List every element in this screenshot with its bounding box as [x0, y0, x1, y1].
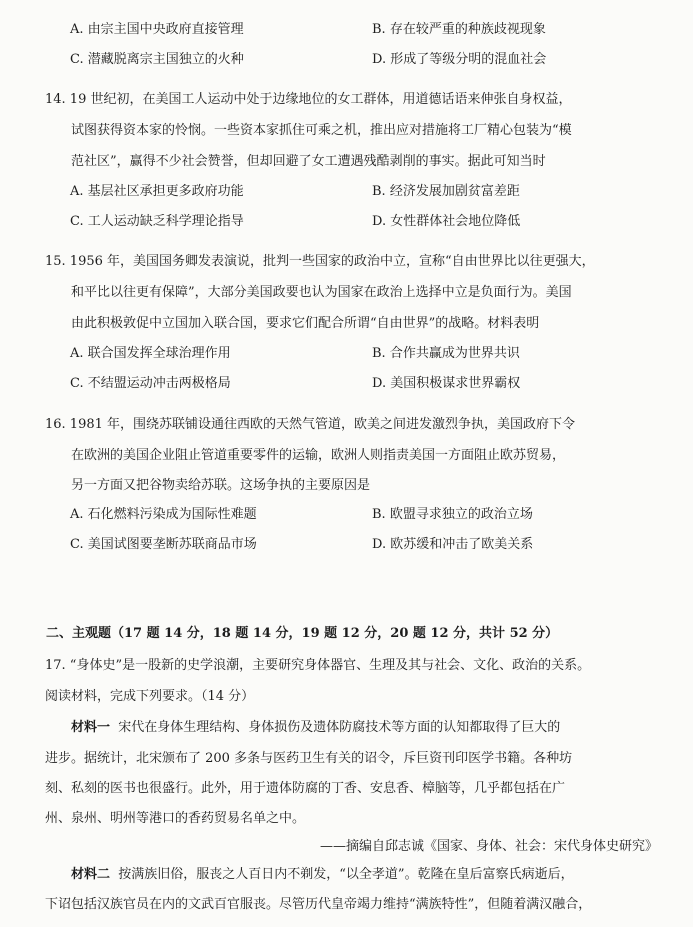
q16-stem-line-3: 另一方面又把谷物卖给苏联。这场争执的主要原因是 — [71, 478, 371, 493]
material-1-line-1 — [71, 716, 560, 735]
material-1-text-1: 宋代在身体生理结构、身体损伤及遗体防腐技术等方面的认知都取得了巨大的 — [118, 720, 561, 735]
q14-options-row-1 — [0, 180, 693, 199]
q16-option-d: D. 欧苏缓和冲击了欧美关系 — [372, 537, 534, 552]
material-1-line-3: 刻、私刻的医书也很盛行。此外，用于遗体防腐的丁香、安息香、樟脑等，几乎都包括在广 — [45, 781, 566, 796]
material-1-line-4: 州、泉州、明州等港口的香药贸易名单之中。 — [45, 811, 306, 826]
q16-option-a: A. 石化燃料污染成为国际性难题 — [70, 507, 257, 522]
material-2-label: 材料二 — [71, 867, 111, 882]
q15-stem-line-2: 和平比以往更有保障”，大部分美国政要也认为国家在政治上选择中立是负面行为。美国 — [71, 285, 572, 300]
material-2-line-1 — [71, 863, 574, 882]
q14-option-b: B. 经济发展加剧贫富差距 — [372, 184, 520, 199]
material-1-line-2: 进步。据统计，北宋颁布了 200 多条与医药卫生有关的诏令，斥巨资刊印医学书籍。各种坊 — [45, 751, 573, 766]
q13-option-d: D. 形成了等级分明的混血社会 — [372, 52, 547, 67]
material-2-text-1: 按满族旧俗，服丧之人百日内不剃发，“以全孝道”。乾隆在皇后富察氏病逝后， — [118, 867, 574, 882]
q14-stem-line-2: 试图获得资本家的怜悯。一些资本家抓住可乘之机，推出应对措施将工厂精心包装为“模 — [71, 123, 572, 138]
q13-option-a: A. 由宗主国中央政府直接管理 — [70, 22, 244, 37]
q13-options-row-2 — [0, 48, 693, 67]
q15-option-d: D. 美国积极谋求世界霸权 — [372, 376, 521, 391]
q16-options-row-1 — [0, 503, 693, 522]
q15-option-c: C. 不结盟运动冲击两极格局 — [70, 376, 231, 391]
material-2-line-2: 下诏包括汉族官员在内的文武百官服丧。尽管历代皇帝竭力维持“满族特性”，但随着满汉融合， — [45, 897, 592, 912]
q16-option-c: C. 美国试图要垄断苏联商品市场 — [70, 537, 257, 552]
q13-option-b: B. 存在较严重的种族歧视现象 — [372, 22, 546, 37]
material-1-source: ——摘编自邱志诚《国家、身体、社会：宋代身体史研究》 — [320, 839, 659, 854]
q15-stem-line-1: 15. 1956 年，美国国务卿发表演说，批判一些国家的政治中立，宣称“自由世界比以往更强大， — [45, 254, 595, 269]
q14-stem-line-3: 范社区”，赢得不少社会赞誉，但却回避了女工遭遇残酷剥削的事实。据此可知当时 — [71, 154, 546, 169]
q17-stem-line-2: 阅读材料，完成下列要求。（14 分） — [45, 689, 255, 704]
q14-option-a: A. 基层社区承担更多政府功能 — [70, 184, 244, 199]
q15-stem-line-3: 由此积极敦促中立国加入联合国，要求它们配合所谓“自由世界”的战略。材料表明 — [71, 316, 540, 331]
q16-stem-line-2: 在欧洲的美国企业阻止管道重要零件的运输，欧洲人则指责美国一方面阻止欧苏贸易， — [71, 448, 566, 463]
q15-option-a: A. 联合国发挥全球治理作用 — [70, 346, 231, 361]
q15-options-row-2 — [0, 372, 693, 391]
q13-options-row-1 — [0, 18, 693, 37]
q17-stem-line-1: 17. “身体史”是一股新的史学浪潮，主要研究身体器官、生理及其与社会、文化、政治的关系。 — [45, 658, 591, 673]
section-2-title: 二、主观题（17 题 14 分，18 题 14 分，19 题 12 分，20 题 12 分，共计 52 分） — [46, 626, 559, 641]
q16-option-b: B. 欧盟寻求独立的政治立场 — [372, 507, 533, 522]
q14-options-row-2 — [0, 210, 693, 229]
q14-option-d: D. 女性群体社会地位降低 — [372, 214, 521, 229]
q14-stem-line-1: 14. 19 世纪初，在美国工人运动中处于边缘地位的女工群体，用道德话语来伸张自身权益， — [45, 92, 572, 107]
q15-options-row-1 — [0, 342, 693, 361]
q16-options-row-2 — [0, 533, 693, 552]
q15-option-b: B. 合作共赢成为世界共识 — [372, 346, 520, 361]
material-1-label: 材料一 — [71, 720, 111, 735]
q13-option-c: C. 潜藏脱离宗主国独立的火种 — [70, 52, 244, 67]
q16-stem-line-1: 16. 1981 年，围绕苏联铺设通往西欧的天然气管道，欧美之间进发激烈争执，美国政府下令 — [45, 417, 576, 432]
q14-option-c: C. 工人运动缺乏科学理论指导 — [70, 214, 244, 229]
